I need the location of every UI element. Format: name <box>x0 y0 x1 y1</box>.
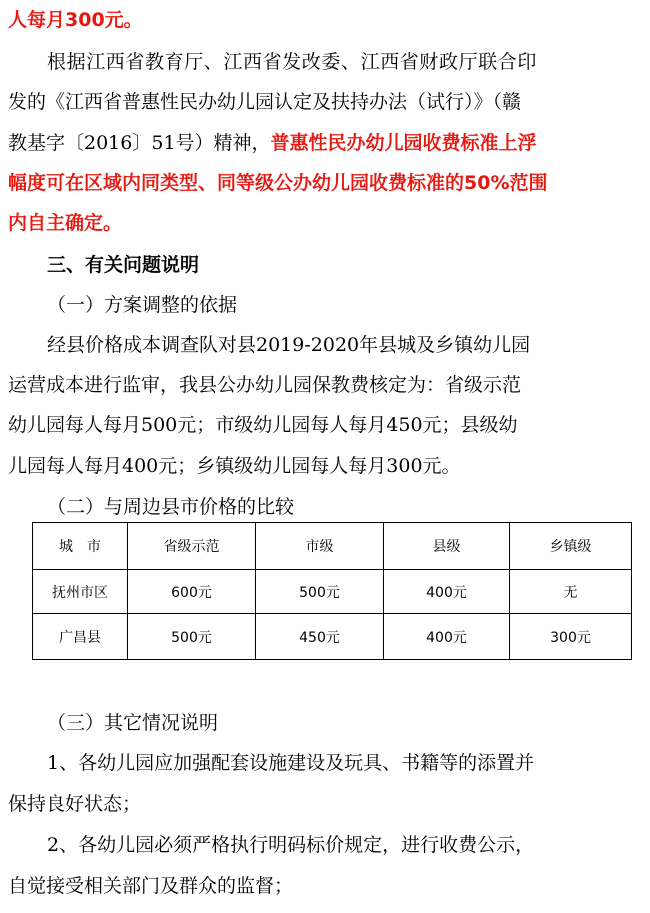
highlight-line: 幅度可在区域内同类型、同等级公办幼儿园收费标准的50%范围 <box>8 172 548 194</box>
text-line: 儿园每人每月400元；乡镇级幼儿园每人每月300元。 <box>8 455 461 477</box>
table-cell: 500元 <box>256 570 384 614</box>
table-header-cell: 乡镇级 <box>510 523 632 570</box>
table-header-cell: 城 市 <box>33 523 128 570</box>
table-header-row <box>33 523 632 570</box>
table-cell: 抚州市区 <box>33 570 128 614</box>
text-line: 根据江西省教育厅、江西省发改委、江西省财政厅联合印 <box>47 51 538 73</box>
highlight-span: 普惠性民办幼儿园收费标准上浮 <box>270 132 537 154</box>
text-line: 经县价格成本调查队对县2019-2020年县城及乡镇幼儿园 <box>47 334 531 356</box>
table-header-cell: 县级 <box>384 523 510 570</box>
table-cell: 600元 <box>128 570 256 614</box>
table-cell: 400元 <box>384 570 510 614</box>
table-row <box>33 570 632 614</box>
text-line: 保持良好状态； <box>8 793 142 815</box>
text-line: 幼儿园每人每月500元；市级幼儿园每人每月450元；县级幼 <box>8 414 518 436</box>
table-cell: 450元 <box>256 614 384 660</box>
table-header-cell: 省级示范 <box>128 523 256 570</box>
table-cell: 无 <box>510 570 632 614</box>
text-line: 1、各幼儿园应加强配套设施建设及玩具、书籍等的添置并 <box>47 752 535 774</box>
text-line: 发的《江西省普惠性民办幼儿园认定及扶持办法（试行）》（赣 <box>8 91 522 113</box>
text-line: 人每月300元。 <box>8 9 143 31</box>
table-cell: 广昌县 <box>33 614 128 660</box>
subsection-heading: （二）与周边县市价格的比较 <box>47 496 295 518</box>
text-line: 运营成本进行监审，我县公办幼儿园保教费核定为：省级示范 <box>8 374 522 396</box>
table-cell: 300元 <box>510 614 632 660</box>
text-line: 2、各幼儿园必须严格执行明码标价规定，进行收费公示， <box>47 834 535 856</box>
table-cell: 400元 <box>384 614 510 660</box>
subsection-heading: （一）方案调整的依据 <box>47 294 238 316</box>
highlight-line: 内自主确定。 <box>8 212 123 234</box>
price-comparison-table <box>32 522 632 660</box>
text-line <box>8 123 650 163</box>
table-row <box>33 614 632 660</box>
subsection-heading: （三）其它情况说明 <box>47 712 219 734</box>
table-cell: 500元 <box>128 614 256 660</box>
section-heading: 三、有关问题说明 <box>47 254 200 276</box>
table-header-cell: 市级 <box>256 523 384 570</box>
text-line: 自觉接受相关部门及群众的监督； <box>8 875 294 897</box>
text-span: 教基字〔2016〕51号）精神， <box>8 132 271 154</box>
